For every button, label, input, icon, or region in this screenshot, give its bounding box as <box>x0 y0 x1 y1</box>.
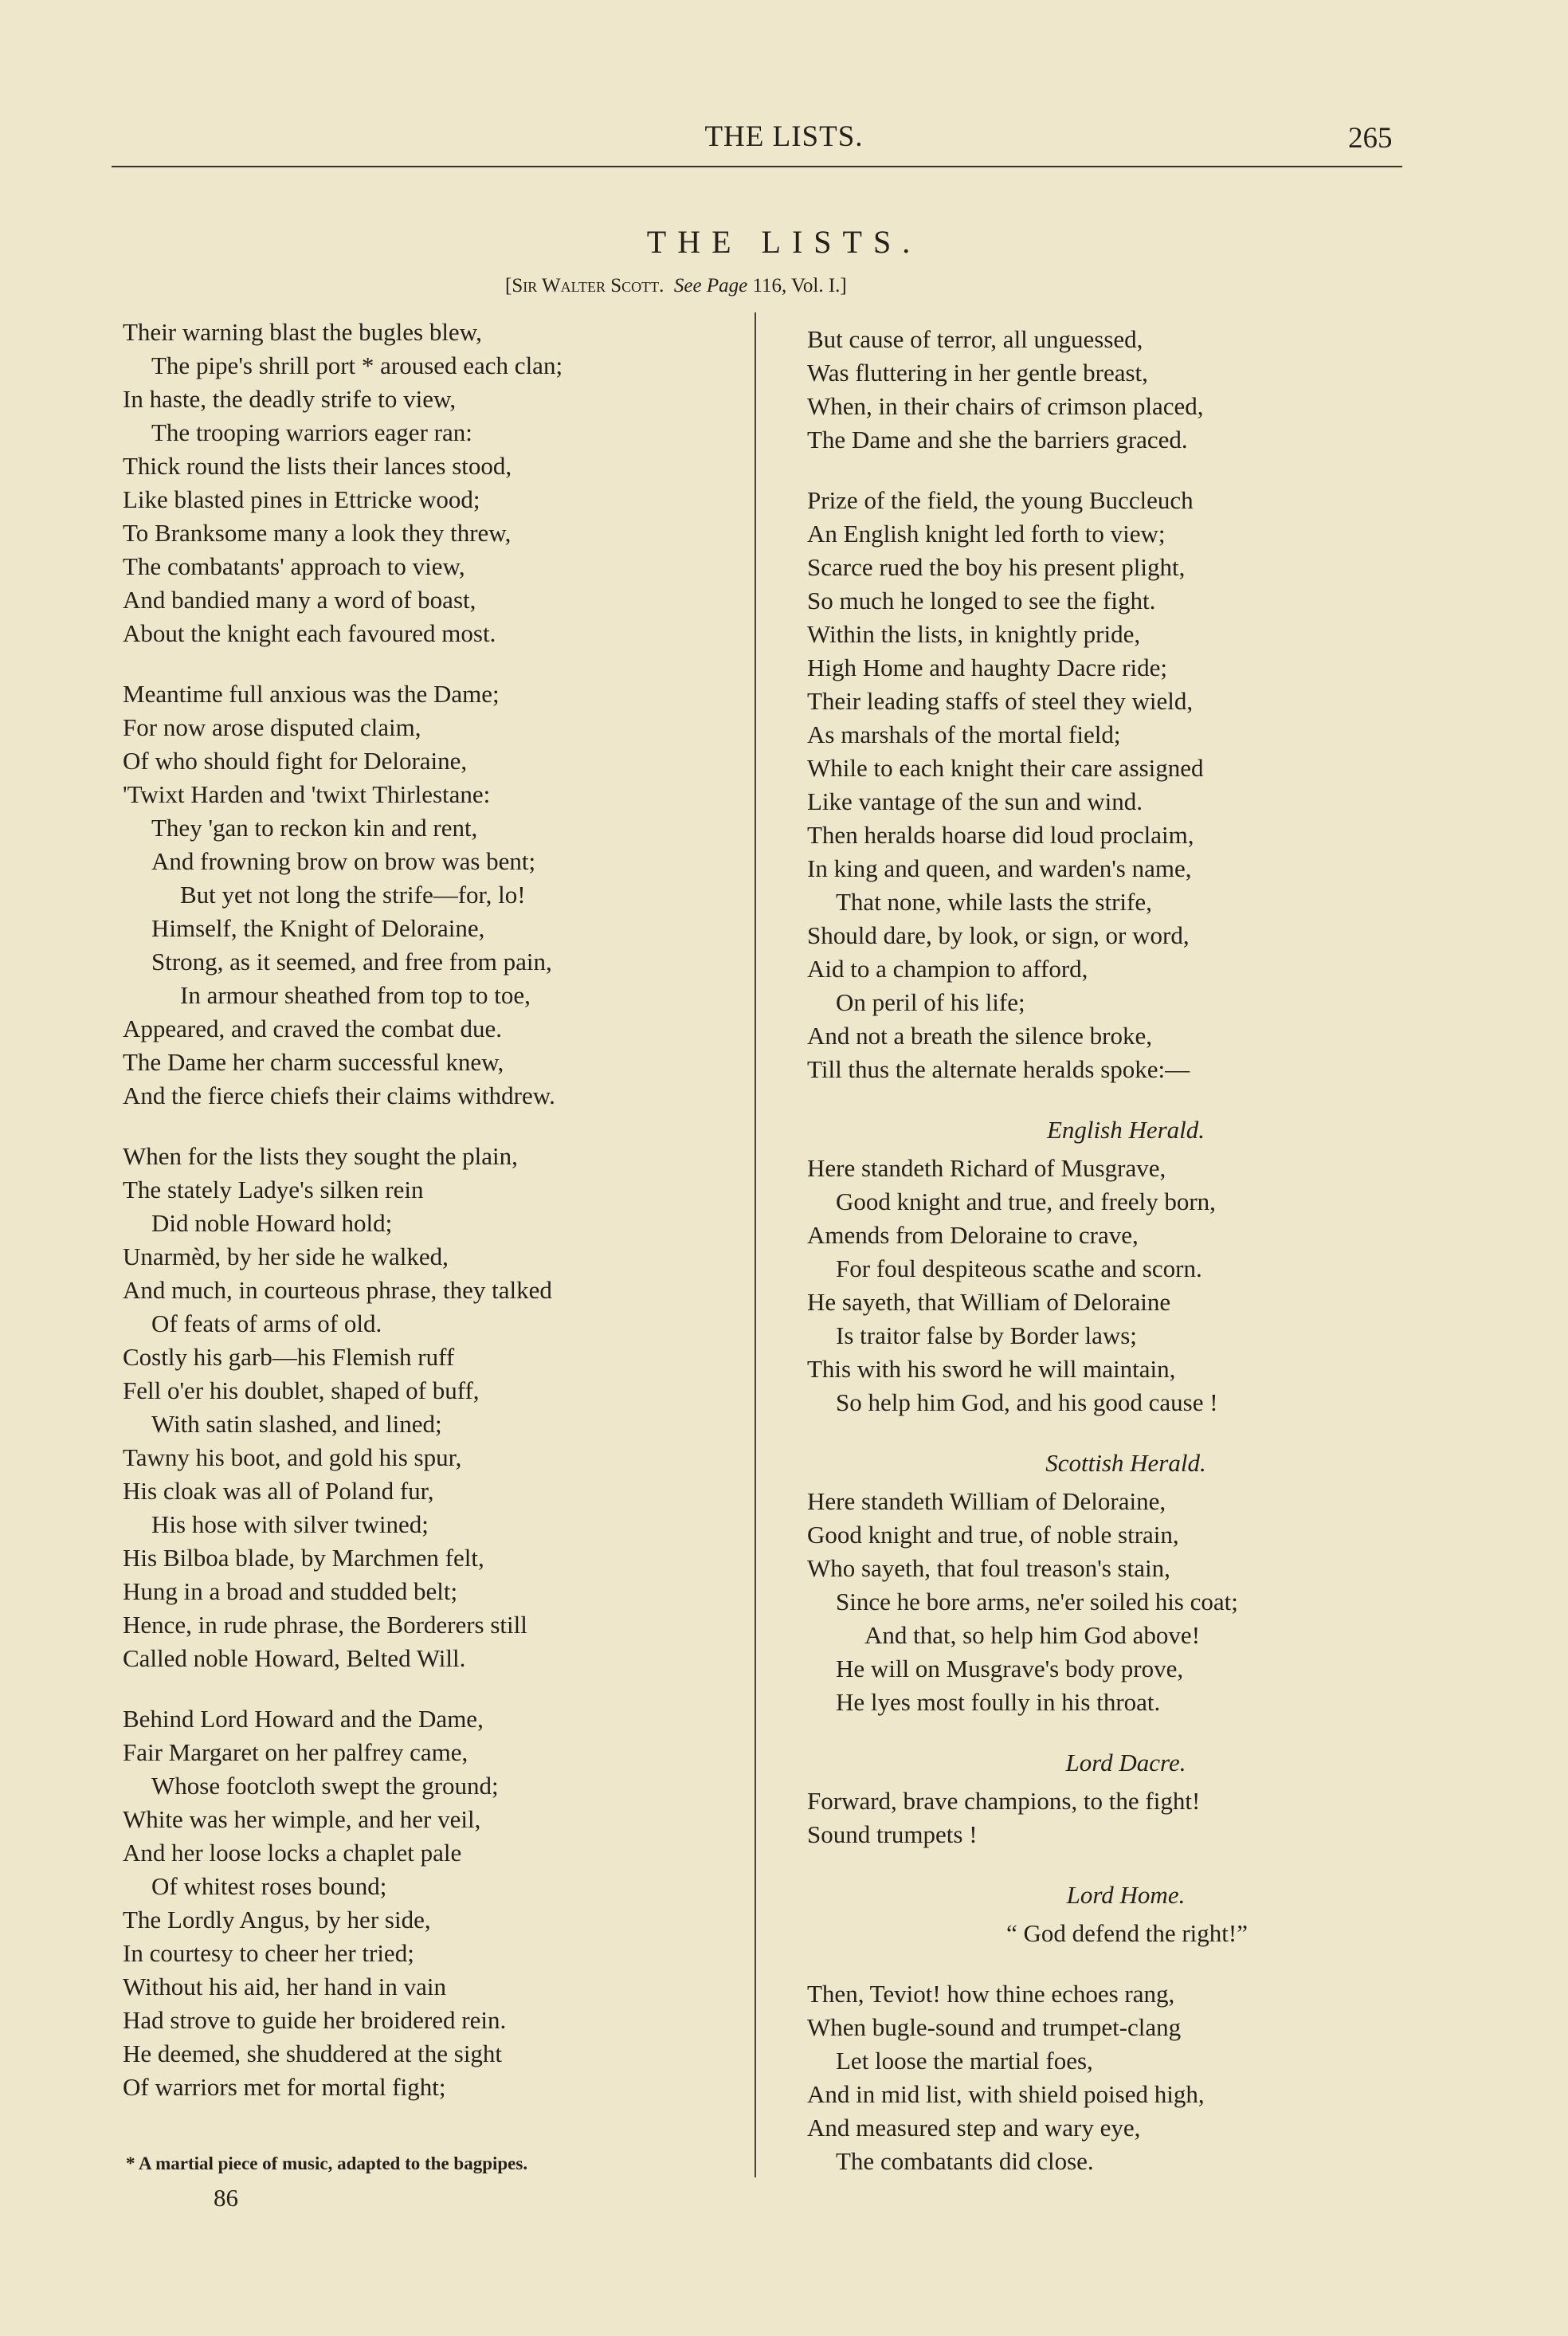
verse-line: In haste, the deadly strife to view, <box>123 385 457 413</box>
verse-line: But cause of terror, all unguessed, <box>807 325 1143 353</box>
verse-line: Did noble Howard hold; <box>151 1209 393 1237</box>
verse-line: The Dame and she the barriers graced. <box>807 426 1188 453</box>
verse-line: Amends from Deloraine to crave, <box>807 1221 1139 1249</box>
verse-line: For now arose disputed claim, <box>123 713 421 741</box>
verse-line: And much, in courteous phrase, they talked <box>123 1276 552 1304</box>
stanza <box>807 1746 1445 1851</box>
verse-line: On peril of his life; <box>836 988 1025 1016</box>
verse-line: Of who should fight for Deloraine, <box>123 747 468 775</box>
verse-line: The combatants' approach to view, <box>123 552 465 580</box>
verse-line: Of warriors met for mortal fight; <box>123 2073 446 2101</box>
verse-line: Tawny his boot, and gold his spur, <box>123 1443 462 1471</box>
verse-line: As marshals of the mortal field; <box>807 720 1121 748</box>
verse-line: He deemed, she shuddered at the sight <box>123 2040 503 2067</box>
verse-line: Thick round the lists their lances stood, <box>123 452 512 480</box>
verse-line: In armour sheathed from top to toe, <box>180 981 531 1009</box>
verse-line: When bugle-sound and trumpet-clang <box>807 2013 1182 2041</box>
verse-line: To Branksome many a look they threw, <box>123 519 512 547</box>
page-number: 265 <box>1348 122 1393 155</box>
verse-line: So help him God, and his good cause ! <box>836 1388 1218 1416</box>
verse-line: The Dame her charm successful knew, <box>123 1048 504 1076</box>
verse-line: Let loose the martial foes, <box>836 2047 1093 2075</box>
verse-line: Himself, the Knight of Deloraine, <box>151 914 485 942</box>
verse-line: His cloak was all of Poland fur, <box>123 1477 434 1505</box>
verse-line: Good knight and true, and freely born, <box>836 1188 1216 1215</box>
verse-line: And in mid list, with shield poised high, <box>807 2080 1205 2108</box>
stanza <box>807 1447 1445 1719</box>
verse-line: Forward, brave champions, to the fight! <box>807 1787 1201 1815</box>
stanza <box>807 1113 1445 1419</box>
verse-line: And measured step and wary eye, <box>807 2114 1141 2142</box>
verse-line: The trooping warriors eager ran: <box>151 418 472 446</box>
verse-line: For foul despiteous scathe and scorn. <box>836 1254 1202 1282</box>
verse-line: Should dare, by look, or sign, or word, <box>807 921 1190 949</box>
speaker-heading: Lord Home. <box>1066 1881 1186 1909</box>
verse-line: He will on Musgrave's body prove, <box>836 1655 1184 1682</box>
verse-line: And the fierce chiefs their claims withdrew. <box>123 1082 555 1109</box>
verse-line: Good knight and true, of noble strain, <box>807 1521 1179 1549</box>
verse-line: And that, so help him God above! <box>864 1621 1201 1649</box>
verse-line: Strong, as it seemed, and free from pain, <box>151 948 552 976</box>
verse-line: Here standeth William of Deloraine, <box>807 1487 1166 1515</box>
verse-line: Fair Margaret on her palfrey came, <box>123 1738 468 1766</box>
column-divider <box>755 312 756 2177</box>
right-column <box>807 323 1445 2205</box>
verse-line: Like blasted pines in Ettricke wood; <box>123 485 480 513</box>
verse-line: Scarce rued the boy his present plight, <box>807 553 1186 581</box>
verse-line: Appeared, and craved the combat due. <box>123 1015 502 1042</box>
verse-line: Hence, in rude phrase, the Borderers still <box>123 1611 527 1639</box>
verse-line: Behind Lord Howard and the Dame, <box>123 1705 484 1733</box>
verse-line: Of feats of arms of old. <box>151 1309 382 1337</box>
verse-line: High Home and haughty Dacre ride; <box>807 654 1167 681</box>
verse-line: Who sayeth, that foul treason's stain, <box>807 1554 1170 1582</box>
verse-line: Aid to a champion to afford, <box>807 955 1088 983</box>
verse-line: Then, Teviot! how thine echoes rang, <box>807 1980 1175 2008</box>
verse-line: But yet not long the strife—for, lo! <box>180 881 526 909</box>
verse-line: And bandied many a word of boast, <box>123 586 476 614</box>
verse-line: Whose footcloth swept the ground; <box>151 1772 499 1800</box>
verse-line: Of whitest roses bound; <box>151 1872 387 1900</box>
verse-line: In courtesy to cheer her tried; <box>123 1939 414 1967</box>
verse-line: Fell o'er his doublet, shaped of buff, <box>123 1376 480 1404</box>
verse-line: Called noble Howard, Belted Will. <box>123 1644 466 1672</box>
verse-line: They 'gan to reckon kin and rent, <box>151 814 478 842</box>
verse-line: And her loose locks a chaplet pale <box>123 1839 462 1867</box>
footnote: * A martial piece of music, adapted to the bagpipes. <box>126 2153 528 2173</box>
verse-line: This with his sword he will maintain, <box>807 1355 1176 1383</box>
stanza <box>123 316 728 650</box>
verse-line: He sayeth, that William of Deloraine <box>807 1288 1171 1316</box>
speaker-heading: English Herald. <box>1046 1116 1205 1144</box>
running-title: THE LISTS. <box>704 120 864 153</box>
verse-line: Their leading staffs of steel they wield, <box>807 687 1194 715</box>
verse-line: Prize of the field, the young Buccleuch <box>807 486 1194 514</box>
verse-line: When for the lists they sought the plain, <box>123 1142 518 1170</box>
verse-line: Without his aid, her hand in vain <box>123 1973 446 2000</box>
verse-line: Was fluttering in her gentle breast, <box>807 359 1148 387</box>
verse-line: Costly his garb—his Flemish ruff <box>123 1343 455 1371</box>
verse-line: Unarmèd, by her side he walked, <box>123 1243 449 1270</box>
verse-line: With satin slashed, and lined; <box>151 1410 442 1438</box>
speaker-heading: Scottish Herald. <box>1045 1449 1206 1477</box>
verse-line: His Bilboa blade, by Marchmen felt, <box>123 1544 484 1572</box>
verse-line: And frowning brow on brow was bent; <box>151 847 536 875</box>
verse-line: 'Twixt Harden and 'twixt Thirlestane: <box>123 780 491 808</box>
verse-line: Till thus the alternate heralds spoke:— <box>807 1055 1190 1083</box>
verse-line: Then heralds hoarse did loud proclaim, <box>807 821 1194 849</box>
verse-line: White was her wimple, and her veil, <box>123 1805 481 1833</box>
verse-line: Like vantage of the sun and wind. <box>807 787 1143 815</box>
verse-line: Within the lists, in knightly pride, <box>807 620 1141 648</box>
stanza <box>807 484 1445 1086</box>
verse-line: Is traitor false by Border laws; <box>836 1321 1137 1349</box>
verse-line: His hose with silver twined; <box>151 1510 429 1538</box>
verse-line: Meantime full anxious was the Dame; <box>123 680 500 708</box>
stanza <box>807 1977 1445 2178</box>
stanza <box>807 323 1445 457</box>
speaker-heading: Lord Dacre. <box>1065 1749 1186 1777</box>
verse-line: The Lordly Angus, by her side, <box>123 1906 431 1934</box>
source-author: Sir Walter Scott. <box>512 275 664 296</box>
signature-mark: 86 <box>214 2184 238 2212</box>
verse-line: That none, while lasts the strife, <box>836 888 1152 916</box>
verse-line: He lyes most foully in his throat. <box>836 1688 1161 1716</box>
left-column <box>123 316 728 2131</box>
source-ref-prefix: See Page <box>673 275 748 296</box>
verse-line: In king and queen, and warden's name, <box>807 854 1192 882</box>
verse-line: Since he bore arms, ne'er soiled his coat; <box>836 1588 1238 1616</box>
verse-line: An English knight led forth to view; <box>807 520 1166 548</box>
stanza <box>123 1702 728 2104</box>
source-ref-rest: 116, Vol. I.] <box>747 275 847 296</box>
stanza <box>123 677 728 1113</box>
verse-line: The stately Ladye's silken rein <box>123 1176 424 1203</box>
source-attribution <box>505 275 847 297</box>
verse-line: Had strove to guide her broidered rein. <box>123 2006 507 2034</box>
poem-title: THE LISTS. <box>646 224 922 260</box>
stanza <box>123 1140 728 1675</box>
verse-line: Hung in a broad and studded belt; <box>123 1577 458 1605</box>
verse-line: The pipe's shrill port * aroused each clan; <box>151 351 563 379</box>
header-rule <box>112 166 1402 167</box>
verse-line: Their warning blast the bugles blew, <box>123 318 482 346</box>
verse-line: “ God defend the right!” <box>1006 1919 1248 1947</box>
verse-line: Sound trumpets ! <box>807 1820 978 1848</box>
verse-line: When, in their chairs of crimson placed, <box>807 392 1204 420</box>
verse-line: While to each knight their care assigned <box>807 754 1204 782</box>
stanza <box>807 1879 1445 1950</box>
verse-line: Here standeth Richard of Musgrave, <box>807 1154 1166 1182</box>
verse-line: The combatants did close. <box>836 2147 1094 2175</box>
verse-line: And not a breath the silence broke, <box>807 1022 1152 1050</box>
verse-line: About the knight each favoured most. <box>123 619 496 647</box>
source-open-bracket: [ <box>505 275 512 296</box>
verse-line: So much he longed to see the fight. <box>807 587 1156 614</box>
